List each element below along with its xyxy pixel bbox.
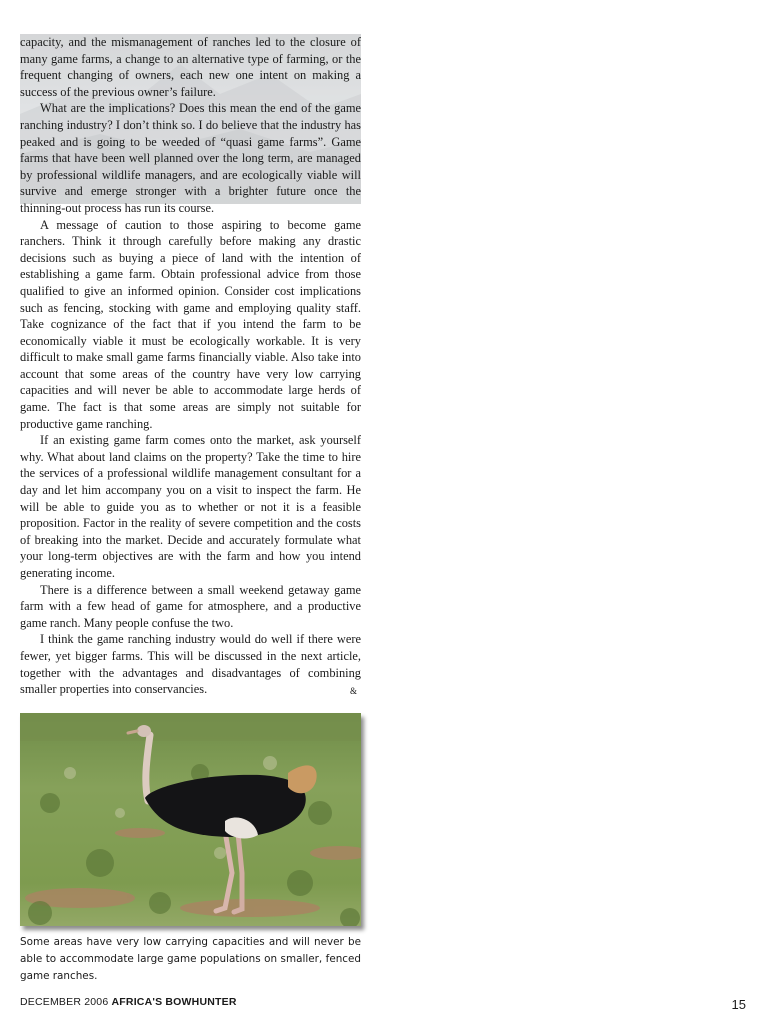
photo-caption: Some areas have very low carrying capacities and will never be able to accommodate large game populations on smaller, fenced game ranches. (20, 936, 361, 982)
ostrich-photo (20, 713, 361, 926)
page-number: 15 (731, 997, 746, 1012)
article-paragraph-text: I think the game ranching industry would do well if there were fewer, yet bigger farms. This will be discussed in the next article, together with the advantages and disadvantages of combining smaller properties into conservancies. (20, 632, 361, 697)
end-of-article-mark: & (349, 686, 357, 697)
article-body (20, 34, 361, 700)
article-paragraph: What are the implications? Does this mean the end of the game ranching industry? I don’t think so. I do believe that the industry has peaked and is going to be weeded of “quasi game farms”. Game farms that have been well planned over the long term, are managed by professional wildlife managers, and are ecologically viable will survive and emerge stronger with a brighter future once the thinning-out process has run its course. (20, 101, 361, 215)
article-paragraph: A message of caution to those aspiring to become game ranchers. Think it through carefully before making any drastic decisions such as buying a piece of land with the intention of establishing a game farm. Obtain professional advice from those qualified to give an informed opinion. Consider cost implications such as fencing, stocking with game and employing quality staff. Take cognizance of the fact that if you intend the farm to be economically viable it must be ecologically workable. It is very difficult to make small game farms financially viable. Also take into account that some areas of the country have very low carrying capacities and will never be able to accommodate large herds of game. The fact is that some areas are simply not suitable for productive game ranching. (20, 217, 361, 431)
footer-issue-date: DECEMBER 2006 (20, 996, 109, 1008)
article-paragraph: If an existing game farm comes onto the market, ask yourself why. What about land claims on the property? Take the time to hire the services of a professional wildlife management consultant for a day and let him accompany you on a visit to inspect the farm. He will be able to guide you as to whether or not it is a feasible proposition. Factor in the reality of severe competition and the costs of breaking into the market. Decide and accurately formulate what your long-term objectives are with the farm and how you intend generating income. (20, 433, 361, 580)
ostrich-illustration (20, 713, 361, 926)
article-paragraph: capacity, and the mismanagement of ranches led to the closure of many game farms, a change to an alternative type of farming, or the frequent changing of owners, each new one intent on making a success of the previous owner’s failure. (20, 35, 361, 99)
article-paragraph-last (20, 631, 361, 697)
article-paragraph: There is a difference between a small weekend getaway game farm with a few head of game for atmosphere, and a productive game ranch. Many people confuse the two. (20, 582, 361, 630)
footer-magazine-title: AFRICA'S BOWHUNTER (111, 996, 237, 1008)
footer-issue-line (20, 996, 237, 1008)
